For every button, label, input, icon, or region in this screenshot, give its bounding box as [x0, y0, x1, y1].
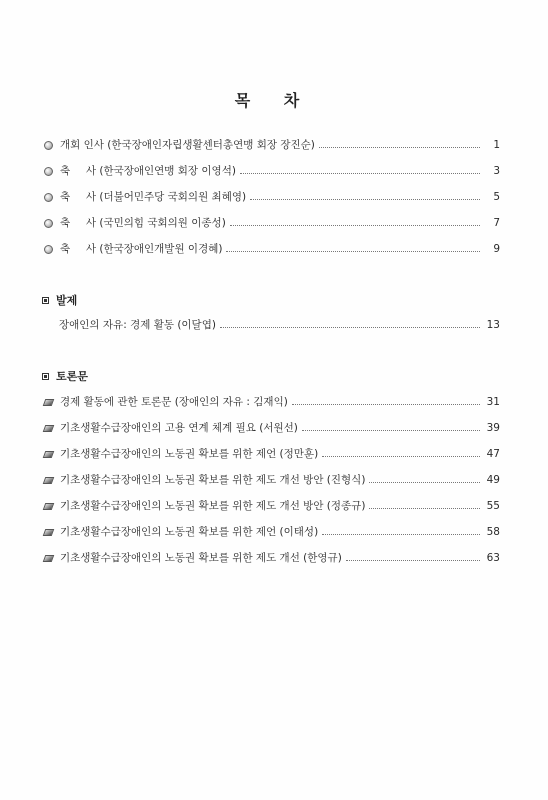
section-heading-discussion: 토론문: [42, 368, 88, 384]
toc-page-number: 7: [493, 217, 500, 229]
cube-bullet-icon: [43, 451, 55, 458]
toc-role: 축 사: [60, 217, 96, 229]
toc-entry-presentation-1[interactable]: [0, 317, 548, 333]
toc-page-number: 55: [486, 500, 500, 512]
toc-entry-text: 경제 활동에 관한 토론문 (장애인의 자유 : 김재익): [60, 396, 288, 408]
leader-dots: [346, 559, 480, 561]
toc-entry-text: 기초생활수급장애인의 노동권 확보를 위한 제언 (이태성): [60, 526, 319, 538]
toc-entry-greeting-1[interactable]: [0, 137, 548, 153]
toc-entry-discussion-6[interactable]: [0, 524, 548, 540]
toc-entry-greeting-5[interactable]: [0, 241, 548, 257]
toc-page-number: 3: [493, 165, 500, 177]
toc-page-number: 39: [486, 422, 500, 434]
leader-dots: [226, 250, 480, 252]
toc-entry-discussion-7[interactable]: [0, 550, 548, 566]
leader-dots: [250, 198, 480, 200]
leader-dots: [369, 507, 480, 509]
toc-page-number: 58: [486, 526, 500, 538]
toc-page-number: 9: [493, 243, 500, 255]
toc-page-number: 63: [486, 552, 500, 564]
toc-entry-text: (한국장애인자립생활센터총연맹 회장 장진순): [107, 139, 315, 151]
bullet-ball-icon: [44, 141, 53, 150]
leader-dots: [220, 326, 480, 328]
bullet-ball-icon: [44, 219, 53, 228]
toc-page-number: 1: [493, 139, 500, 151]
leader-dots: [319, 146, 480, 148]
toc-entry-text: 기초생활수급장애인의 고용 연계 체계 필요 (서원선): [60, 422, 298, 434]
square-bullet-icon: [42, 297, 49, 304]
toc-entry-greeting-4[interactable]: [0, 215, 548, 231]
toc-entry-greeting-3[interactable]: [0, 189, 548, 205]
toc-entry-discussion-4[interactable]: [0, 472, 548, 488]
leader-dots: [322, 455, 480, 457]
toc-entry-text: (한국장애인연맹 회장 이영석): [99, 165, 236, 177]
bullet-ball-icon: [44, 245, 53, 254]
toc-entry-discussion-2[interactable]: [0, 420, 548, 436]
toc-entry-text: (한국장애인개발원 이경혜): [99, 243, 223, 255]
leader-dots: [230, 224, 480, 226]
cube-bullet-icon: [43, 399, 55, 406]
page-title: 목 차: [234, 91, 314, 110]
toc-page-number: 13: [486, 319, 500, 331]
toc-page-number: 47: [486, 448, 500, 460]
section-heading-presentation: 발제: [42, 292, 77, 308]
toc-page-number: 49: [486, 474, 500, 486]
toc-page-number: 5: [493, 191, 500, 203]
toc-entry-text: 기초생활수급장애인의 노동권 확보를 위한 제도 개선 방안 (진형식): [60, 474, 366, 486]
toc-role: 개회 인사: [60, 139, 104, 151]
cube-bullet-icon: [43, 555, 55, 562]
leader-dots: [322, 533, 480, 535]
bullet-ball-icon: [44, 167, 53, 176]
toc-entry-discussion-3[interactable]: [0, 446, 548, 462]
toc-role: 축 사: [60, 191, 96, 203]
leader-dots: [369, 481, 480, 483]
toc-entry-discussion-5[interactable]: [0, 498, 548, 514]
cube-bullet-icon: [43, 425, 55, 432]
cube-bullet-icon: [43, 529, 55, 536]
toc-entry-text: 기초생활수급장애인의 노동권 확보를 위한 제도 개선 (한영규): [60, 552, 342, 564]
toc-entry-text: (더불어민주당 국회의원 최혜영): [99, 191, 247, 203]
toc-page-number: 31: [486, 396, 500, 408]
toc-role: 축 사: [60, 243, 96, 255]
toc-entry-greeting-2[interactable]: [0, 163, 548, 179]
cube-bullet-icon: [43, 477, 55, 484]
toc-role: 축 사: [60, 165, 96, 177]
toc-entry-text: 장애인의 자유: 경제 활동 (이달엽): [59, 319, 216, 331]
cube-bullet-icon: [43, 503, 55, 510]
toc-entry-text: (국민의힘 국회의원 이종성): [99, 217, 226, 229]
bullet-ball-icon: [44, 193, 53, 202]
square-bullet-icon: [42, 373, 49, 380]
leader-dots: [302, 429, 480, 431]
leader-dots: [240, 172, 480, 174]
toc-entry-discussion-1[interactable]: [0, 394, 548, 410]
toc-entry-text: 기초생활수급장애인의 노동권 확보를 위한 제도 개선 방안 (정종규): [60, 500, 366, 512]
leader-dots: [292, 403, 480, 405]
toc-entry-text: 기초생활수급장애인의 노동권 확보를 위한 제언 (정만훈): [60, 448, 319, 460]
